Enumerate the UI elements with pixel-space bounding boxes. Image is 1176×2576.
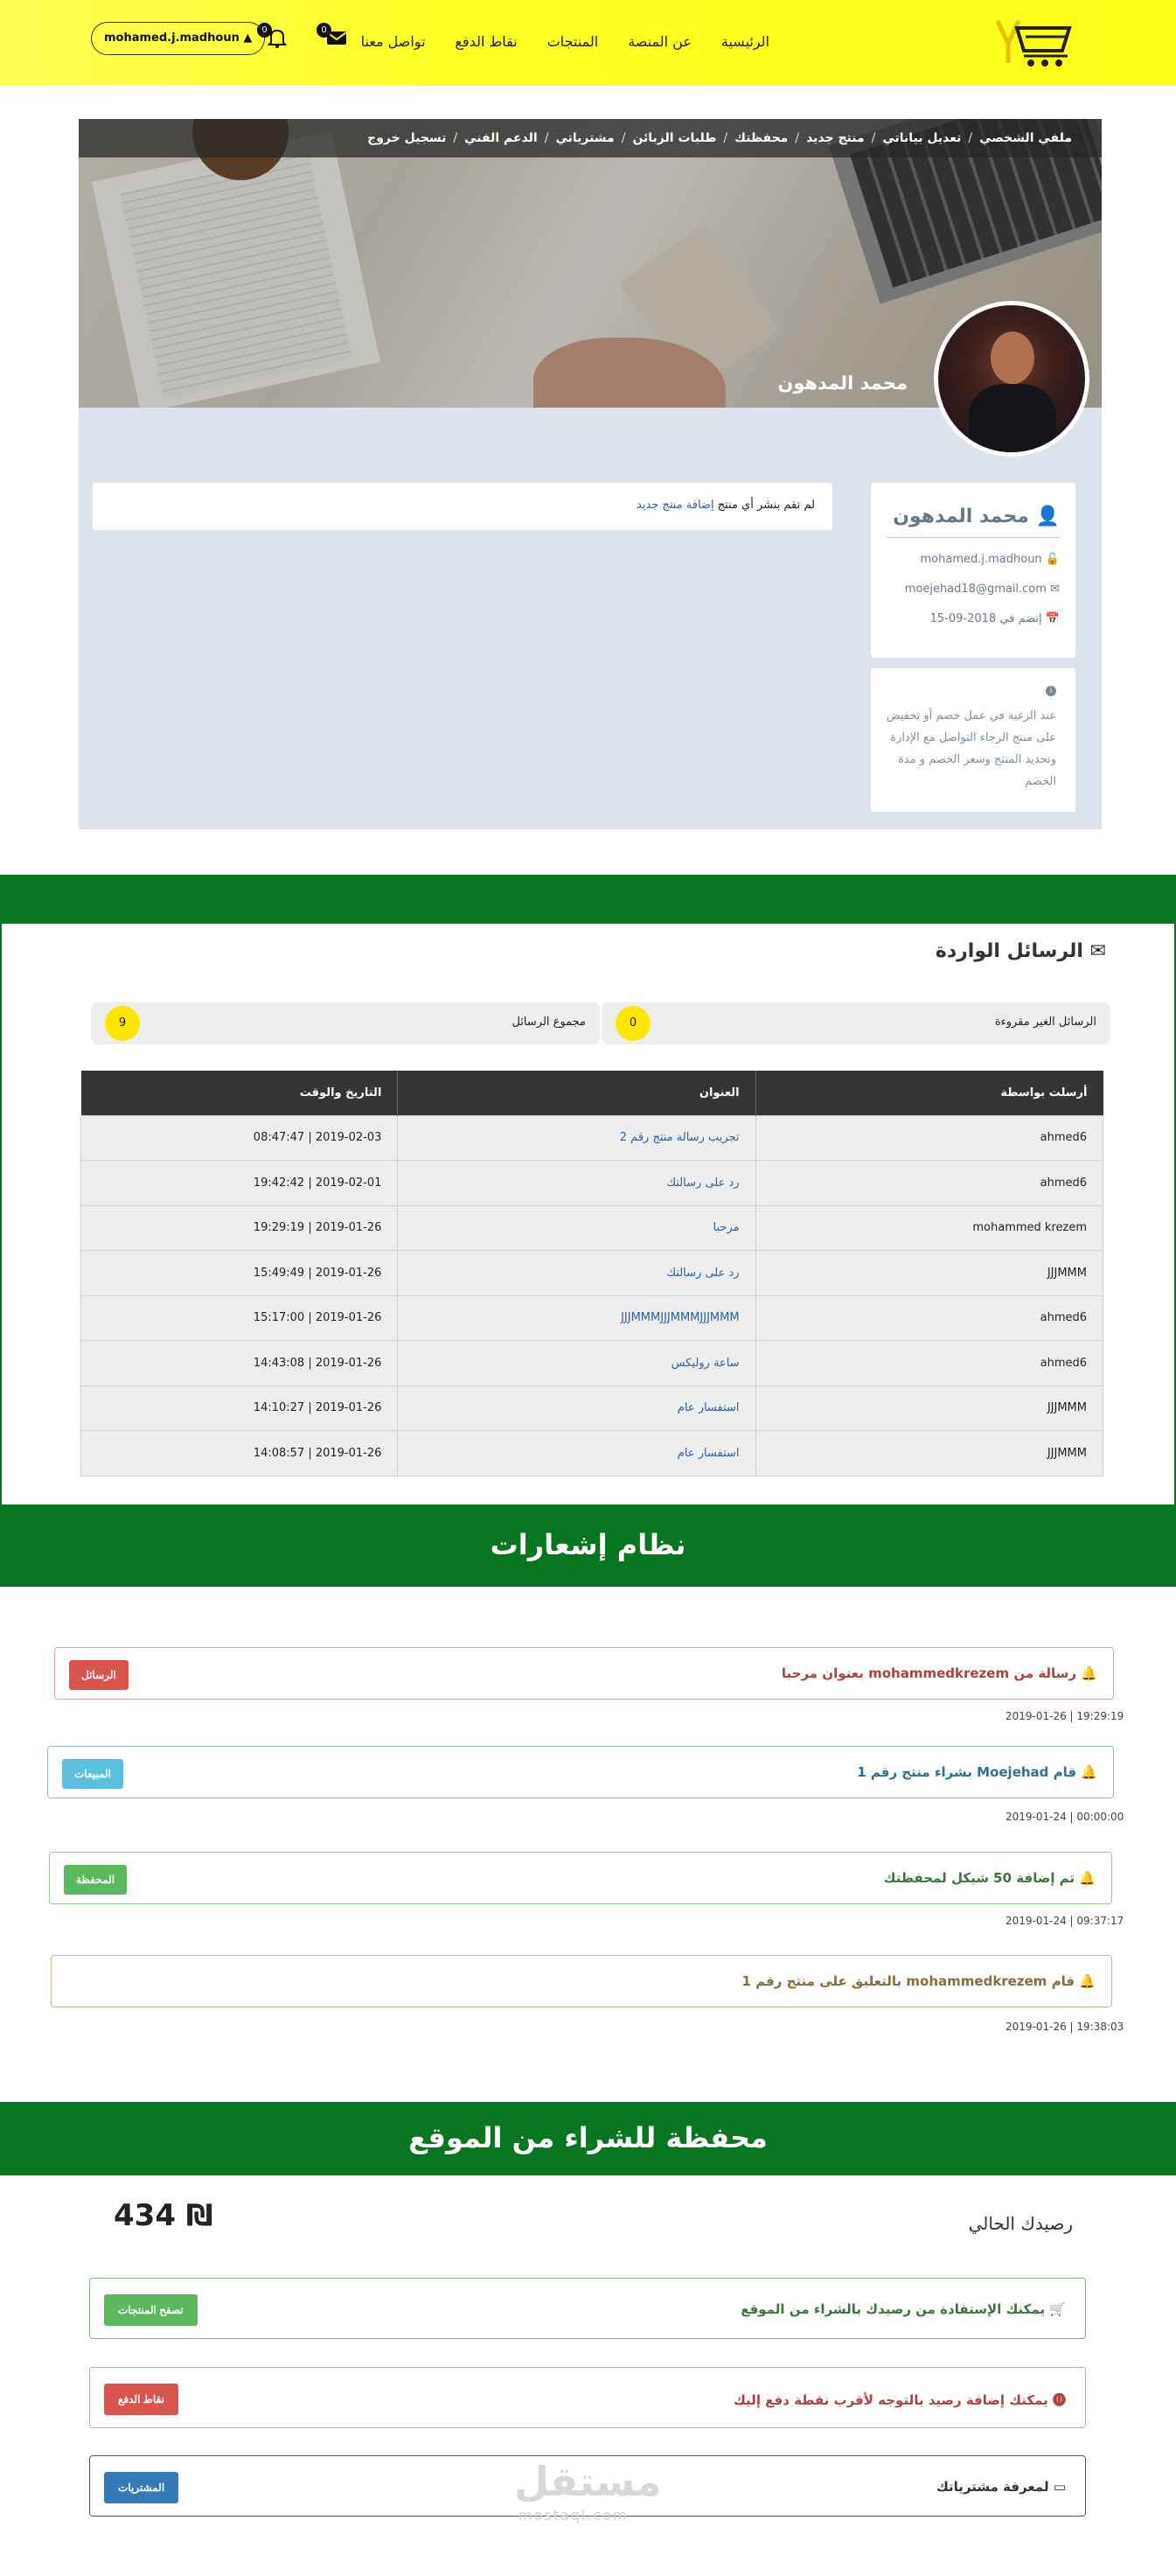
no-products-notice [93,483,832,530]
notification-time: 2019-01-26 | 19:29:19 [1006,1710,1124,1722]
notification-message: قام Moejehad بشراء منتج رقم 1 [857,1764,1077,1780]
message-subject-link[interactable]: رد على رسالتك [398,1161,755,1206]
table-row[interactable] [81,1386,1103,1431]
menu-logout[interactable]: تسجيل خروج [367,131,447,145]
message-sender: JJJMMM [755,1386,1103,1431]
notification-text [884,1870,1096,1886]
avatar-body-shape [969,384,1056,457]
avatar[interactable] [934,301,1089,457]
menu-separator: / [968,131,973,145]
message-sender: ahmed6 [755,1341,1103,1386]
discount-tip-text: عند الرغبة في عمل خصم أو تخفيض على منتج الرجاء التواصل مع الإدارة وتحديد المنتج وسعر الخصم و مدة الخصم [886,709,1056,788]
notification-text [782,1665,1097,1681]
user-menu-button[interactable] [91,22,265,55]
bell-count-badge: 0 [257,23,272,38]
notification-text [741,1973,1096,1989]
col-sender: أرسلت بواسطة [755,1071,1103,1115]
message-date: 2019-01-26 | 14:43:08 [81,1341,398,1386]
message-sender: ahmed6 [755,1161,1103,1206]
wallet-action-text [741,2301,1066,2317]
menu-separator: / [453,131,458,145]
menu-my-purchases[interactable]: مشترياتي [555,131,615,145]
message-date: 2019-02-01 | 19:42:42 [81,1161,398,1206]
divider [887,537,1060,538]
message-date: 2019-02-03 | 08:47:47 [81,1115,398,1161]
unlock-icon: 🔓 [1045,553,1060,566]
info-email-text: moejehad18@gmail.com [904,583,1047,596]
envelope-icon: ✉ [1089,940,1106,962]
info-email [905,583,1060,596]
messages-table-body [81,1115,1103,1476]
add-product-link[interactable]: إضافة منتج جديد [637,499,714,512]
profile-section [79,119,1102,829]
info-user-name-text: محمد المدهون [893,506,1029,527]
balance-value: 434 [114,2198,176,2233]
cart-logo-icon[interactable] [992,17,1080,68]
message-subject-link[interactable]: JJJMMMJJJMMMJJJMMM [398,1295,755,1341]
total-label: مجموع الرسائل [511,1016,586,1029]
info-user-name [893,506,1060,527]
notice-text: لم تقم بنشر أي منتج [717,499,815,512]
wallet-action-text [936,2479,1066,2495]
table-row[interactable] [81,1205,1103,1251]
wallet-action-row [89,2367,1086,2428]
notification-action-button[interactable]: المحفظة [64,1865,127,1895]
notification-message: تم إضافة 50 شيكل لمحفظتك [883,1870,1075,1886]
watermark-logo: مستقل [514,2458,662,2505]
table-row[interactable] [81,1115,1103,1161]
inbox-nav-button[interactable] [322,26,348,52]
menu-new-product[interactable]: منتج جديد [806,131,865,145]
notification-item [47,1746,1114,1798]
inbox-count-badge: 0 [317,23,331,38]
unread-label: الرسائل الغير مقروءة [994,1016,1096,1029]
menu-separator: / [723,131,728,145]
info-joined-text: إنضم في 2018-09-15 [929,612,1042,625]
table-row[interactable] [81,1161,1103,1206]
wallet-row-icon: ⓿ [1052,2392,1066,2408]
wallet-action-text [734,2391,1066,2409]
table-row[interactable] [81,1251,1103,1296]
wallet-action-button[interactable]: نقاط الدفع [104,2384,178,2415]
calendar-icon: 📅 [1045,612,1060,625]
message-subject-link[interactable]: مرحبا [398,1205,755,1251]
user-icon: ▲ [243,31,253,45]
col-date: التاريخ والوقت [81,1071,398,1115]
user-menu-label: mohamed.j.madhoun [104,31,240,45]
discount-tip-card [871,668,1075,812]
notification-item [49,1852,1112,1904]
menu-edit-profile[interactable]: تعديل بياناتي [882,131,962,145]
bell-icon: 🔔 [1079,1973,1096,1989]
message-date: 2019-01-26 | 15:17:00 [81,1295,398,1341]
info-icon: i [1046,686,1056,696]
notification-text [857,1764,1097,1780]
profile-menu-bar [79,119,1102,157]
wallet-action-message: يمكنك الإستفادة من رصيدك بالشراء من الموقع [741,2301,1046,2317]
user-icon: 👤 [1035,506,1060,527]
message-sender: JJJMMM [755,1251,1103,1296]
table-row[interactable] [81,1431,1103,1476]
wallet-row-icon: 🛒 [1049,2301,1066,2317]
unread-count: 0 [616,1006,651,1041]
message-sender: ahmed6 [755,1115,1103,1161]
message-subject-link[interactable]: ساعة روليكس [398,1341,755,1386]
menu-my-profile[interactable]: ملفي الشخصي [979,131,1072,145]
message-sender: JJJMMM [755,1431,1103,1476]
message-sender: ahmed6 [755,1295,1103,1341]
menu-separator: / [544,131,549,145]
nav-links [331,33,769,50]
message-subject-link[interactable]: استفسار عام [398,1386,755,1431]
notification-action-button[interactable]: المبيعات [62,1759,123,1789]
info-username-text: mohamed.j.madhoun [920,553,1042,566]
nav-link-payment-points[interactable]: نقاط الدفع [455,33,518,50]
wallet-title: محفظة للشراء من الموقع [0,2102,1176,2175]
notification-time: 2019-01-24 | 00:00:00 [1006,1811,1124,1823]
message-subject-link[interactable]: استفسار عام [398,1431,755,1476]
menu-separator: / [795,131,800,145]
messages-table [80,1071,1103,1476]
message-subject-link[interactable]: رد على رسالتك [398,1251,755,1296]
notification-message: رسالة من mohammedkrezem بعنوان مرحبا [781,1665,1077,1681]
nav-link-contact[interactable]: تواصل معنا [360,33,426,50]
wallet-action-message: يمكنك إضافة رصيد بالتوجه لأقرب نقطة دفع إليك [734,2392,1048,2408]
shekel-icon: ₪ [185,2198,213,2233]
table-row[interactable] [81,1341,1103,1386]
notification-item [51,1955,1112,2007]
top-navbar [0,0,1176,86]
message-sender: mohammed krezem [755,1205,1103,1251]
total-messages-box [91,1002,600,1044]
unread-messages-box [602,1002,1110,1044]
inbox-header-bar [0,875,1176,924]
wallet-action-row [89,2278,1086,2339]
table-row[interactable] [81,1295,1103,1341]
notification-action-button[interactable]: الرسائل [69,1660,129,1690]
user-info-card [871,483,1075,658]
notifications-nav-button[interactable] [262,26,289,52]
wallet-action-button[interactable]: المشتريات [104,2472,178,2503]
wallet-row-icon: ▭ [1053,2479,1066,2495]
menu-customer-orders[interactable]: طلبات الزبائن [632,131,717,145]
notification-message: قام mohammedkrezem بالتعليق على منتج رقم 1 [741,1973,1075,1989]
message-date: 2019-01-26 | 15:49:49 [81,1251,398,1296]
inbox-title [936,940,1106,962]
notification-item [54,1647,1114,1700]
menu-wallet[interactable]: محفظتك [734,131,789,145]
notifications-title: نظام إشعارات [0,1504,1176,1587]
wallet-action-message: لمعرفة مشترياتك [936,2479,1049,2495]
message-subject-link[interactable]: تجريب رسالة منتج رقم 2 [398,1115,755,1161]
menu-support[interactable]: الدعم الفني [464,131,538,145]
menu-separator: / [871,131,876,145]
bell-icon: 🔔 [1081,1665,1097,1681]
watermark-url: mostaql.com [518,2507,629,2524]
notification-time: 2019-01-26 | 19:38:03 [1006,2021,1124,2033]
bell-icon: 🔔 [1081,1764,1097,1780]
nav-link-about[interactable]: عن المنصة [628,33,692,50]
table-header-row [81,1071,1103,1115]
envelope-icon: ✉ [1050,583,1060,596]
info-username [921,553,1061,566]
message-date: 2019-01-26 | 14:08:57 [81,1431,398,1476]
info-joined [930,612,1060,625]
balance-amount [114,2198,213,2233]
total-count: 9 [105,1006,140,1041]
cover-user-name: محمد المدهون [777,373,908,394]
bell-icon: 🔔 [1079,1870,1096,1886]
notification-time: 2019-01-24 | 09:37:17 [1006,1915,1124,1927]
balance-label: رصيدك الحالي [968,2213,1073,2234]
avatar-head-shape [991,332,1034,384]
message-date: 2019-01-26 | 19:29:19 [81,1205,398,1251]
col-subject: العنوان [398,1071,755,1115]
nav-link-products[interactable]: المنتجات [546,33,599,50]
inbox-title-text: الرسائل الواردة [935,940,1083,962]
wallet-action-button[interactable]: تصفح المنتجات [104,2294,198,2326]
message-date: 2019-01-26 | 14:10:27 [81,1386,398,1431]
menu-separator: / [621,131,626,145]
nav-link-home[interactable]: الرئيسية [720,33,769,50]
